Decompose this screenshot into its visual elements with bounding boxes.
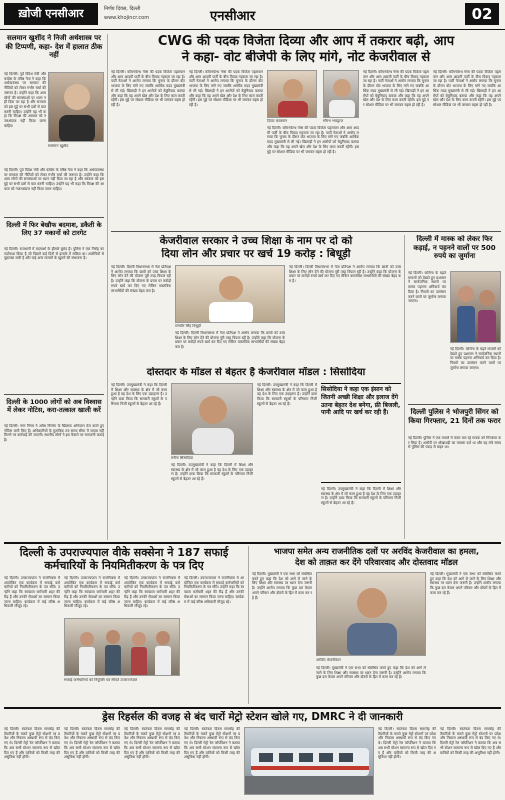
bottom-story-body-col-3: नई दिल्ली। स्वतंत्रता दिवस समारोह की तैयारियों के चलते कुछ मेट्रो स्टेशनों पर प्रवेश और निकास अस्थायी रूप से बंद किए गए थे। दिल्ली मेट्रो रेल कॉर्पोरेशन ने बताया कि अब सभी स्टेशन सामान्य रूप से खोल दिए गए हैं और यात्रियों को किसी तरह की असुविधा नहीं होगी। bbox=[124, 727, 180, 760]
main-divider bbox=[111, 231, 501, 232]
left-story-1-headline: सलमान खुर्शीद ने निजी अर्थशास्त्र पर की टिप्पणी, कहा- देश में हालात ठीक नहीं bbox=[5, 34, 103, 59]
left-divider-1 bbox=[4, 217, 104, 218]
lower-right-story bbox=[252, 546, 501, 704]
lower-left-headline-1: दिल्ली के उपराज्यपाल वीके सक्सेना ने 187 सफाई bbox=[19, 546, 229, 559]
main-story bbox=[111, 34, 501, 229]
left-story-1-body-2: नई दिल्ली। पूर्व विदेश मंत्री और कांग्रेस के वरिष्ठ नेता ने कहा कि अर्थव्यवस्था पर सरकार की नीतियों को लेकर गंभीर चर्चा की जरूरत है। उन्होंने कहा कि आम लोगों की समस्याओं पर ध्यान नहीं दिया जा रहा है और सरकार को इस मुद्दे पर सभी दलों से बात करनी चाहिए। उन्होंने यह भी कहा कि विपक्ष की आवाज को नजरअंदाज नहीं किया जाना चाहिए। bbox=[4, 168, 104, 191]
model-story-caption: मनीष सिसोदिया bbox=[171, 456, 194, 460]
right-story-1-photo bbox=[450, 271, 501, 343]
bottom-divider bbox=[4, 707, 501, 709]
right-story-1-body-2: नई दिल्ली। कोरोना के बढ़ते मामलों को देखते हुए प्रशासन ने सार्वजनिक स्थानों पर मास्क पहनना अनिवार्य कर दिया है। नियमों का उल्लंघन करने वालों पर जुर्माना लगाया जाएगा। bbox=[450, 347, 501, 370]
person-photo-icon bbox=[268, 71, 317, 118]
right-story-1 bbox=[408, 235, 501, 401]
left-story-1 bbox=[4, 34, 104, 214]
right-story-1-headline: दिल्ली में मास्क को लेकर फिर कड़ाई, न पहनने वालों पर 500 रुपये का जुर्माना bbox=[413, 235, 496, 260]
person-photo-icon bbox=[317, 573, 426, 656]
bottom-story-body-col-2: नई दिल्ली। स्वतंत्रता दिवस समारोह की तैयारियों के चलते कुछ मेट्रो स्टेशनों पर प्रवेश और निकास अस्थायी रूप से बंद किए गए थे। दिल्ली मेट्रो रेल कॉर्पोरेशन ने बताया कि अब सभी स्टेशन सामान्य रूप से खोल दिए गए हैं और यात्रियों को किसी तरह की असुविधा नहीं होगी। bbox=[64, 727, 120, 760]
page-number: 02 bbox=[465, 3, 499, 25]
column-rule-lower bbox=[248, 546, 249, 704]
main-story-photo-2 bbox=[323, 70, 359, 118]
lower-right-photo bbox=[316, 572, 426, 656]
left-story-3-headline: दिल्ली के 1000 लोगों को अब विश्वास में लेकर नोटिस, करा-तत्काल खाली करें bbox=[6, 398, 102, 414]
ads-story bbox=[111, 235, 401, 365]
metro-train-photo-icon bbox=[245, 728, 374, 795]
lower-left-caption: सफाई कर्मचारियों को नियुक्ति पत्र सौंपते उपराज्यपाल bbox=[64, 678, 138, 682]
bottom-story-body-col-6: नई दिल्ली। स्वतंत्रता दिवस समारोह की तैयारियों के चलते कुछ मेट्रो स्टेशनों पर प्रवेश और निकास अस्थायी रूप से बंद किए गए थे। दिल्ली मेट्रो रेल कॉर्पोरेशन ने बताया कि अब सभी स्टेशन सामान्य रूप से खोल दिए गए हैं और यात्रियों को किसी तरह की असुविधा नहीं होगी। bbox=[440, 727, 501, 755]
bottom-story-photo bbox=[244, 727, 374, 795]
right-divider bbox=[408, 404, 501, 405]
model-story-body-col-3: नई दिल्ली। उपमुख्यमंत्री ने कहा कि दिल्ली में शिक्षा और स्वास्थ्य के क्षेत्र में जो काम हुआ है वह देश के लिए एक उदाहरण है। उन्होंने दावा किया कि सरकारी स्कूलों के परिणाम निजी स्कूलों से बेहतर आ रहे हैं। bbox=[257, 383, 317, 406]
model-story-body-col-2: नई दिल्ली। उपमुख्यमंत्री ने कहा कि दिल्ली में शिक्षा और स्वास्थ्य के क्षेत्र में जो काम हुआ है वह देश के लिए एक उदाहरण है। उन्होंने दावा किया कि सरकारी स्कूलों के परिणाम निजी स्कूलों से बेहतर आ रहे हैं। bbox=[171, 463, 253, 482]
bottom-story-body-col-5: नई दिल्ली। स्वतंत्रता दिवस समारोह की तैयारियों के चलते कुछ मेट्रो स्टेशनों पर प्रवेश और निकास अस्थायी रूप से बंद किए गए थे। दिल्ली मेट्रो रेल कॉर्पोरेशन ने बताया कि अब सभी स्टेशन सामान्य रूप से खोल दिए गए हैं और यात्रियों को किसी तरह की असुविधा नहीं होगी। bbox=[378, 727, 436, 760]
main-story-body-col-2: नई दिल्ली। कॉमनवेल्थ गेम्स की पदक विजेता पहलवान और आम आदमी पार्टी के बीच विवाद गहराता जा रहा है। पार्टी नेताओं ने आरोप लगाया कि चुनाव के दौरान वोट भाजपा के लिए मांगे गए जबकि आर्थिक मदद मुख्यमंत्री से ली गई। खिलाड़ी ने इन आरोपों को बेबुनियाद बताया और कहा कि वह अपने खेल और देश के लिए काम करती रहेंगी। इस मुद्दे पर सोशल मीडिया पर भी जमकर बहस हो रही है। bbox=[189, 70, 263, 107]
right-story-2-body: नई दिल्ली। पुलिस ने एक मामले में फरार चल रहे गायक को गिरफ्तार कर लिया है। आरोपी पर धोखाधड़ी का मामला दर्ज था और वह लंबे समय से पुलिस की पकड़ से बाहर था। bbox=[408, 436, 501, 450]
bottom-story bbox=[4, 711, 501, 797]
lower-left-headline-2: कर्मचारियों के नियमितीकरण के पत्र दिए bbox=[44, 559, 204, 572]
lower-left-body-col-1: नई दिल्ली। उपराज्यपाल ने राजनिवास में आयोजित एक कार्यक्रम में सफाई कर्मचारियों को नियमितीकरण के पत्र सौंपे। उन्होंने कहा कि स्वच्छता कर्मचारी शहर की रीढ़ हैं और उनकी सेवाओं का सम्मान किया जाना चाहिए। कार्यक्रम में कई वरिष्ठ अधिकारी मौजूद रहे। bbox=[4, 576, 60, 609]
main-story-body-col-5: नई दिल्ली। कॉमनवेल्थ गेम्स की पदक विजेता पहलवान और आम आदमी पार्टी के बीच विवाद गहराता जा रहा है। पार्टी नेताओं ने आरोप लगाया कि चुनाव के दौरान वोट भाजपा के लिए मांगे गए जबकि आर्थिक मदद मुख्यमंत्री से ली गई। खिलाड़ी ने इन आरोपों को बेबुनियाद बताया और कहा कि वह अपने खेल और देश के लिए काम करती रहेंगी। इस मुद्दे पर सोशल मीडिया पर भी जमकर बहस हो रही है। bbox=[433, 70, 501, 107]
lower-left-story bbox=[4, 546, 244, 704]
main-story-caption-1: दिव्या काकरान bbox=[267, 119, 288, 123]
left-story-1-photo bbox=[48, 72, 104, 142]
left-divider-2 bbox=[4, 394, 104, 395]
lower-left-photo bbox=[64, 618, 180, 676]
right-story-1-body: नई दिल्ली। कोरोना के बढ़ते मामलों को देखते हुए प्रशासन ने सार्वजनिक स्थानों पर मास्क पहनना अनिवार्य कर दिया है। नियमों का उल्लंघन करने वालों पर जुर्माना लगाया जाएगा। bbox=[408, 271, 446, 304]
ads-story-photo bbox=[175, 265, 285, 323]
lower-right-body-col-3: नई दिल्ली। मुख्यमंत्री ने एक सभा को संबोधित करते हुए कहा कि देश को आगे ले जाने के लिए शिक्षा और स्वास्थ्य पर ध्यान देना जरूरी है। उन्होंने आरोप लगाया कि कुछ दल केवल अपने परिवार और दोस्तों के हित में काम कर रहे हैं। bbox=[430, 572, 501, 595]
right-story-2 bbox=[408, 408, 501, 540]
lower-right-headline-1: भाजपा समेत अन्य राजनीतिक दलों पर अरविंद केजरीवाल का हमला, bbox=[273, 546, 480, 556]
main-story-headline-2: ने कहा- वोट बीजेपी के लिए मांगे, नोट केजरीवाल से bbox=[181, 50, 431, 65]
bottom-story-body-col-1: नई दिल्ली। स्वतंत्रता दिवस समारोह की तैयारियों के चलते कुछ मेट्रो स्टेशनों पर प्रवेश और निकास अस्थायी रूप से बंद किए गए थे। दिल्ली मेट्रो रेल कॉर्पोरेशन ने बताया कि अब सभी स्टेशन सामान्य रूप से खोल दिए गए हैं और यात्रियों को किसी तरह की असुविधा नहीं होगी। bbox=[4, 727, 60, 760]
main-story-body-col-1: नई दिल्ली। कॉमनवेल्थ गेम्स की पदक विजेता पहलवान और आम आदमी पार्टी के बीच विवाद गहराता जा रहा है। पार्टी नेताओं ने आरोप लगाया कि चुनाव के दौरान वोट भाजपा के लिए मांगे गए जबकि आर्थिक मदद मुख्यमंत्री से ली गई। खिलाड़ी ने इन आरोपों को बेबुनियाद बताया और कहा कि वह अपने खेल और देश के लिए काम करती रहेंगी। इस मुद्दे पर सोशल मीडिया पर भी जमकर बहस हो रही है। bbox=[111, 70, 185, 107]
ads-story-body-col-3: नई दिल्ली। दिल्ली विधानसभा में नेता प्रतिपक्ष ने आरोप लगाया कि छात्रों को उच्च शिक्षा के लिए लोन देने की योजना पूरी तरह विफल रही है। उन्होंने कहा कि योजना के प्रचार पर करोड़ों रुपये खर्च कर दिए गए लेकिन वास्तविक लाभार्थियों की संख्या बेहद कम है। bbox=[289, 265, 401, 284]
person-photo-icon bbox=[324, 71, 359, 118]
column-rule-right bbox=[404, 235, 405, 539]
bottom-story-body-col-4: नई दिल्ली। स्वतंत्रता दिवस समारोह की तैयारियों के चलते कुछ मेट्रो स्टेशनों पर प्रवेश और निकास अस्थायी रूप से बंद किए गए थे। दिल्ली मेट्रो रेल कॉर्पोरेशन ने बताया कि अब सभी स्टेशन सामान्य रूप से खोल दिए गए हैं और यात्रियों को किसी तरह की असुविधा नहीं होगी। bbox=[184, 727, 240, 760]
ads-story-headline-2: दिया लोन और प्रचार पर खर्च 19 करोड़ : बिधूड़ी bbox=[161, 248, 351, 260]
lower-right-body-col-2: नई दिल्ली। मुख्यमंत्री ने एक सभा को संबोधित करते हुए कहा कि देश को आगे ले जाने के लिए शिक्षा और स्वास्थ्य पर ध्यान देना जरूरी है। उन्होंने आरोप लगाया कि कुछ दल केवल अपने परिवार और दोस्तों के हित में काम कर रहे हैं। bbox=[316, 666, 426, 680]
ads-story-body-col-1: नई दिल्ली। दिल्ली विधानसभा में नेता प्रतिपक्ष ने आरोप लगाया कि छात्रों को उच्च शिक्षा के लिए लोन देने की योजना पूरी तरह विफल रही है। उन्होंने कहा कि योजना के प्रचार पर करोड़ों रुपये खर्च कर दिए गए लेकिन वास्तविक लाभार्थियों की संख्या बेहद कम है। bbox=[111, 265, 171, 293]
main-story-caption-2: सौरभ भारद्वाज bbox=[323, 119, 344, 123]
main-story-photo-1 bbox=[267, 70, 317, 118]
ads-story-body-col-2: नई दिल्ली। दिल्ली विधानसभा में नेता प्रतिपक्ष ने आरोप लगाया कि छात्रों को उच्च शिक्षा के लिए लोन देने की योजना पूरी तरह विफल रही है। उन्होंने कहा कि योजना के प्रचार पर करोड़ों रुपये खर्च कर दिए गए लेकिन वास्तविक लाभार्थियों की संख्या बेहद कम है। bbox=[175, 331, 285, 350]
model-story-quote: सिसोदिया ने कहा एक इंसान को जितनी अच्छी शिक्षा और इलाज देंगे उतना बेहतर देश बनेगा, फ्री बिजली, पानी आदि पर खर्च कर रही हैं। bbox=[321, 383, 401, 483]
person-photo-icon bbox=[49, 73, 104, 142]
main-story-body-col-3: नई दिल्ली। कॉमनवेल्थ गेम्स की पदक विजेता पहलवान और आम आदमी पार्टी के बीच विवाद गहराता जा रहा है। पार्टी नेताओं ने आरोप लगाया कि चुनाव के दौरान वोट भाजपा के लिए मांगे गए जबकि आर्थिक मदद मुख्यमंत्री से ली गई। खिलाड़ी ने इन आरोपों को बेबुनियाद बताया और कहा कि वह अपने खेल और देश के लिए काम करती रहेंगी। इस मुद्दे पर सोशल मीडिया पर भी जमकर बहस हो रही है। bbox=[267, 126, 359, 154]
people-photo-icon bbox=[65, 619, 180, 676]
middle-divider bbox=[4, 542, 501, 544]
main-story-body-col-4: नई दिल्ली। कॉमनवेल्थ गेम्स की पदक विजेता पहलवान और आम आदमी पार्टी के बीच विवाद गहराता जा रहा है। पार्टी नेताओं ने आरोप लगाया कि चुनाव के दौरान वोट भाजपा के लिए मांगे गए जबकि आर्थिक मदद मुख्यमंत्री से ली गई। खिलाड़ी ने इन आरोपों को बेबुनियाद बताया और कहा कि वह अपने खेल और देश के लिए काम करती रहेंगी। इस मुद्दे पर सोशल मीडिया पर भी जमकर बहस हो रही है। bbox=[363, 70, 429, 107]
person-photo-icon bbox=[176, 266, 285, 323]
people-photo-icon bbox=[451, 272, 501, 343]
column-rule-left bbox=[107, 34, 108, 540]
left-story-3-body: नई दिल्ली। नगर निगम ने अवैध निर्माण के खिलाफ अभियान तेज करते हुए नोटिस जारी किए हैं। अधिकारियों के मुताबिक तय समय सीमा में जवाब नहीं मिलने पर कार्रवाई की जाएगी। स्थानीय लोगों ने इस फैसले पर नाराजगी जताई है। bbox=[4, 424, 104, 443]
lower-right-caption: अरविंद केजरीवाल bbox=[316, 658, 341, 662]
lower-left-body-col-4: नई दिल्ली। उपराज्यपाल ने राजनिवास में आयोजित एक कार्यक्रम में सफाई कर्मचारियों को नियमितीकरण के पत्र सौंपे। उन्होंने कहा कि स्वच्छता कर्मचारी शहर की रीढ़ हैं और उनकी सेवाओं का सम्मान किया जाना चाहिए। कार्यक्रम में कई वरिष्ठ अधिकारी मौजूद रहे। bbox=[184, 576, 244, 604]
left-story-1-body: नई दिल्ली। पूर्व विदेश मंत्री और कांग्रेस के वरिष्ठ नेता ने कहा कि अर्थव्यवस्था पर सरकार की नीतियों को लेकर गंभीर चर्चा की जरूरत है। उन्होंने कहा कि आम लोगों की समस्याओं पर ध्यान नहीं दिया जा रहा है और सरकार को इस मुद्दे पर सभी दलों से बात करनी चाहिए। उन्होंने यह भी कहा कि विपक्ष की आवाज को नजरअंदाज नहीं किया जाना चाहिए। bbox=[4, 72, 46, 128]
model-story bbox=[111, 367, 401, 539]
right-story-2-headline: दिल्ली पुलिस ने भोजपुरी सिंगर को किया गिरफ्तार, 21 दिनों तक फरार bbox=[408, 408, 501, 425]
left-story-2-headline: दिल्ली में फिर बेखौफ बदमाश, डकैती के लिए 37 मकानों को टारगेट bbox=[6, 221, 102, 237]
lower-right-headline-2: देश को ताक़त कर देंगे परिवारवाद और दोस्तवाद मॉडल bbox=[295, 557, 458, 567]
model-story-body-col-4: नई दिल्ली। उपमुख्यमंत्री ने कहा कि दिल्ली में शिक्षा और स्वास्थ्य के क्षेत्र में जो काम हुआ है वह देश के लिए एक उदाहरण है। उन्होंने दावा किया कि सरकारी स्कूलों के परिणाम निजी स्कूलों से बेहतर आ रहे हैं। bbox=[321, 487, 401, 506]
ads-story-headline-1: केजरीवाल सरकार ने उच्च शिक्षा के नाम पर दो को bbox=[159, 235, 353, 247]
person-photo-icon bbox=[172, 384, 253, 455]
lower-left-body-col-3: नई दिल्ली। उपराज्यपाल ने राजनिवास में आयोजित एक कार्यक्रम में सफाई कर्मचारियों को नियमितीकरण के पत्र सौंपे। उन्होंने कहा कि स्वच्छता कर्मचारी शहर की रीढ़ हैं और उनकी सेवाओं का सम्मान किया जाना चाहिए। कार्यक्रम में कई वरिष्ठ अधिकारी मौजूद रहे। bbox=[124, 576, 180, 609]
section-name: एनसीआर bbox=[210, 9, 256, 24]
masthead-line1: निर्णय दिवस, दिल्ली bbox=[104, 6, 141, 12]
model-story-photo bbox=[171, 383, 253, 455]
main-story-headline-1: CWG की पदक विजेता दिव्या और आप में तकरार बढ़ी, आप bbox=[157, 34, 455, 49]
model-story-body-col-1: नई दिल्ली। उपमुख्यमंत्री ने कहा कि दिल्ली में शिक्षा और स्वास्थ्य के क्षेत्र में जो काम हुआ है वह देश के लिए एक उदाहरण है। उन्होंने दावा किया कि सरकारी स्कूलों के परिणाम निजी स्कूलों से बेहतर आ रहे हैं। bbox=[111, 383, 167, 406]
left-story-1-caption: सलमान खुर्शीद bbox=[48, 144, 69, 148]
model-story-headline: दोस्तदार के मॉडल से बेहतर है केजरीवाल मॉडल : सिसोदिया bbox=[146, 367, 366, 378]
lower-right-body-col-1: नई दिल्ली। मुख्यमंत्री ने एक सभा को संबोधित करते हुए कहा कि देश को आगे ले जाने के लिए शिक्षा और स्वास्थ्य पर ध्यान देना जरूरी है। उन्होंने आरोप लगाया कि कुछ दल केवल अपने परिवार और दोस्तों के हित में काम कर रहे हैं। bbox=[252, 572, 312, 600]
left-story-2 bbox=[4, 221, 104, 391]
bottom-story-headline: ड्रेस रिहर्सल की वजह से बंद चारों मेट्रो स्टेशन खोले गए, DMRC ने दी जानकारी bbox=[102, 712, 403, 723]
masthead bbox=[0, 0, 505, 30]
left-story-2-body: नई दिल्ली। राजधानी में बदमाशों के हौसले बुलंद हैं। पुलिस ने एक गिरोह का पर्दाफाश किया है जो पिछले कई दिनों से इलाके में सक्रिय था। आरोपियों से पूछताछ जारी है और कई अन्य मामलों के खुलने की संभावना है। bbox=[4, 247, 104, 261]
ads-story-caption: रामवीर सिंह बिधूड़ी bbox=[175, 324, 201, 328]
masthead-line2: www.khojincr.com bbox=[104, 15, 150, 21]
lower-left-body-col-2: नई दिल्ली। उपराज्यपाल ने राजनिवास में आयोजित एक कार्यक्रम में सफाई कर्मचारियों को नियमितीकरण के पत्र सौंपे। उन्होंने कहा कि स्वच्छता कर्मचारी शहर की रीढ़ हैं और उनकी सेवाओं का सम्मान किया जाना चाहिए। कार्यक्रम में कई वरिष्ठ अधिकारी मौजूद रहे। bbox=[64, 576, 120, 609]
left-story-3 bbox=[4, 398, 104, 538]
newspaper-logo: ख़ोजी एनसीआर bbox=[4, 3, 98, 25]
